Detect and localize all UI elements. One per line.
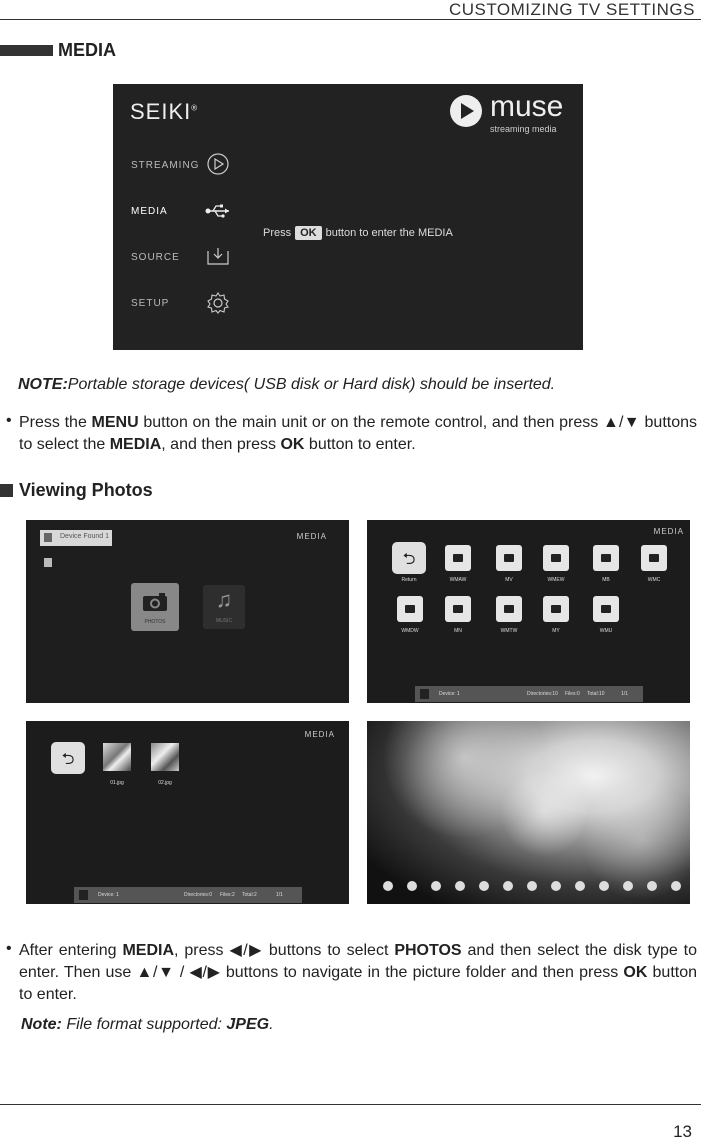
folder-browser-screenshot [367,520,690,703]
folder-icon [593,596,619,622]
tv-home-screenshot [113,84,583,350]
music-label: MUSIC [215,618,233,624]
usb-icon [205,199,231,223]
media-screen-label: MEDIA [653,527,684,536]
bullet-marker: • [6,412,12,429]
music-tile [203,585,245,629]
status-page: 1/1 [621,691,628,697]
zoom-in-icon [527,881,537,891]
next-icon [407,881,417,891]
file-format-note: Note: File format supported: JPEG. [21,1016,274,1033]
folder-icon [496,596,522,622]
minus-icon [599,881,609,891]
list-icon [647,881,657,891]
folder-label: MV [505,577,513,583]
status-page: 1/1 [276,892,283,898]
enter-media-hint: Press OK button to enter the MEDIA [263,227,453,239]
folder-icon [593,545,619,571]
page-number: 13 [673,1122,692,1141]
rotate-left-icon [479,881,489,891]
return-button [392,542,426,574]
instruction-menu: Press the MENU button on the main unit or on the remote control, and then press ▲/▼ buttons to select the MEDIA, and then press OK button to enter. [19,414,698,453]
status-device: Device: 1 [98,892,119,898]
menu-item-media: MEDIA [131,206,168,217]
menu-item-setup: SETUP [131,298,170,309]
stop-icon [455,881,465,891]
folder-label: WMDW [401,628,419,634]
status-directories: Directories:10 [527,691,558,697]
folder-icon [397,596,423,622]
bullet-marker: • [6,940,12,957]
photo-thumbnail [103,743,131,771]
folder-label: MN [454,628,462,634]
rotate-right-icon [503,881,513,891]
status-total: Total:10 [587,691,605,697]
menu-item-streaming: STREAMING [131,160,200,171]
usb-drive-icon [79,890,88,900]
file-label: 02.jpg [158,780,172,786]
return-icon: ⮌ [402,551,416,568]
usb-drive-icon [44,533,52,542]
usb-drive-icon [420,689,429,699]
input-icon [205,245,231,269]
plus-icon [575,881,585,891]
return-button [51,742,85,774]
pause-icon [431,881,441,891]
gear-icon [205,291,231,315]
photo-viewer-screenshot [367,721,690,904]
folder-label: MB [602,577,610,583]
ok-key: OK [295,226,322,240]
folder-label: WMC [647,577,661,583]
status-total: Total:2 [242,892,257,898]
muse-logo-icon [449,94,483,128]
file-label: 01.jpg [110,780,124,786]
photos-label: PHOTOS [144,619,166,625]
subsection-marker [0,484,13,497]
menu-item-source: SOURCE [131,252,180,263]
folder-icon [543,596,569,622]
status-files: Files:0 [565,691,580,697]
info-icon [671,881,681,891]
folder-icon [641,545,667,571]
return-label: Return [401,577,417,583]
media-home-screenshot [26,520,349,703]
device-found-label: Device Found 1 [60,533,110,540]
folder-label: WMEW [547,577,565,583]
folder-icon [445,545,471,571]
muse-wordmark: muse [490,90,564,123]
muse-tagline: streaming media [490,124,557,134]
return-icon: ⮌ [61,751,75,768]
playback-controls [377,879,682,893]
folder-label: WMAW [449,577,467,583]
camera-icon [141,591,169,613]
status-bar [415,686,643,702]
note: NOTE:Portable storage devices( USB disk or Hard disk) should be inserted. [18,376,556,393]
instruction-photos: After entering MEDIA, press ◀/▶ buttons to select PHOTOS and then select the disk type to enter. Then use ▲/▼ / ◀/▶ buttons to navigate in the picture folder and then press OK button to enter. [19,942,698,1003]
section-marker [0,45,53,56]
zoom-out-icon [551,881,561,891]
chapter-title: CUSTOMIZING TV SETTINGS [448,0,695,19]
folder-label: WMTW [500,628,518,634]
status-device: Device: 1 [439,691,460,697]
header-divider [0,19,701,20]
section-title: MEDIA [58,40,116,60]
folder-icon [543,545,569,571]
brand-logo: SEIKI® [130,99,199,124]
media-screen-label: MEDIA [296,532,327,541]
photo-thumbnail [151,743,179,771]
media-screen-label: MEDIA [304,730,335,739]
folder-icon [496,545,522,571]
folder-label: MY [552,628,560,634]
status-directories: Directories:0 [184,892,213,898]
folder-label: WMU [599,628,613,634]
status-files: Files:2 [220,892,235,898]
folder-icon [445,596,471,622]
music-icon [623,881,633,891]
play-circle-icon [205,152,231,176]
previous-icon [383,881,393,891]
subsection-title: Viewing Photos [19,480,153,500]
cherry-blossom-photo [367,721,690,904]
file-browser-screenshot [26,721,349,904]
photos-tile [131,583,179,631]
usb-drive-icon [44,558,52,567]
footer-divider [0,1104,701,1105]
status-bar [74,887,302,903]
music-note-icon: ♫ [215,587,233,612]
